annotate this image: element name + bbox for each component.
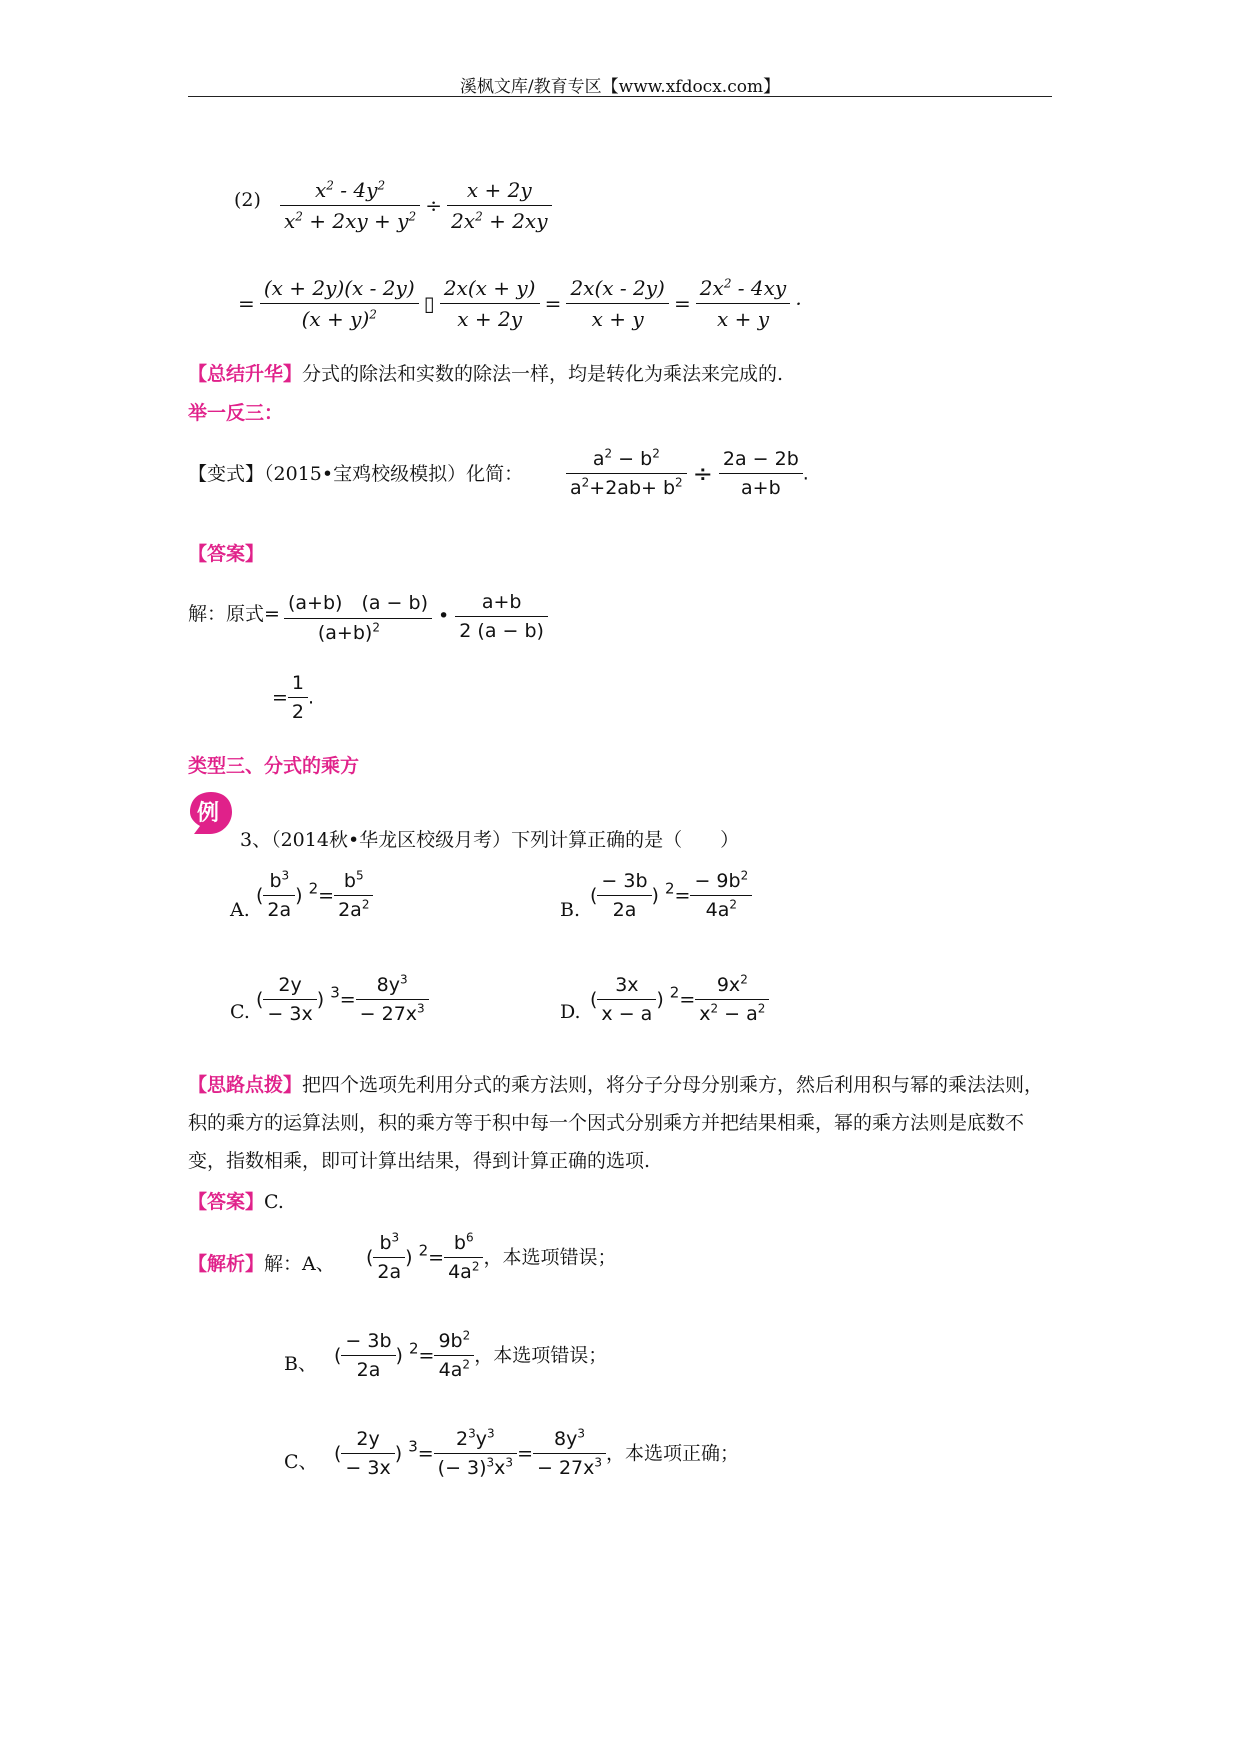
option-b-expression: ( $\frac{- 3b}{2a}$ ) $^2$= $\frac{- 9b^2}{4a^2}$ bbox=[590, 870, 752, 921]
page-header: 溪枫文库/教育专区【www.xfdocx.com】 bbox=[459, 77, 781, 97]
option-d-label: D. bbox=[560, 1001, 581, 1023]
analysis-c-label: C、 bbox=[284, 1451, 318, 1473]
analysis-c-expression: ( $\frac{2y}{- 3x}$ ) $^3$= $\frac{2^3y^3}{(- 3)^3x^3}$ = $\frac{8y^3}{- 27x^3}$ ，本选项正确； bbox=[334, 1426, 740, 1479]
expression-part2-steps: = $\frac{(x + 2y)(x - 2y)}{(x + y)^2}$ ▯ $\frac{2x(x + y)}{x + 2y}$ = $\frac{2x(x - 2y)}{x + y}$ = $\frac{2x^2 - 4xy}{x + y}$ · bbox=[238, 276, 802, 331]
hint-text: 把四个选项先利用分式的乘方法则，将分子分母分别乘方，然后利用积与幂的乘法法则，积的乘方的运算法则，积的乘方等于积中每一个因式分别乘方并把结果相乘，幂的乘方法则是底数不变，指数相乘，即可计算出结果，得到计算正确的选项. bbox=[188, 1074, 1044, 1172]
summary-tag: 【总结升华】 bbox=[188, 363, 303, 385]
section-heading: 类型三、分式的乘方 bbox=[188, 755, 360, 777]
analysis-tag: 【解析】 bbox=[188, 1253, 265, 1275]
hint-paragraph bbox=[188, 1066, 1060, 1180]
variant-expression: $\frac{a^2 - b^2}{a^2+2ab+ b^2}$ ÷ $\frac{2a - 2b}{a+b}$ . bbox=[566, 448, 809, 499]
hint-tag: 【思路点拨】 bbox=[188, 1074, 303, 1096]
variant-text: （2015•宝鸡校级模拟）化简： bbox=[264, 463, 524, 485]
option-a-expression: ( $\frac{b^3}{2a}$ ) $^2$= $\frac{b^5}{2a^2}$ bbox=[256, 870, 373, 921]
solution-result: = $\frac{1}{2}$ . bbox=[272, 672, 315, 723]
answer-tag: 【答案】 bbox=[188, 543, 265, 565]
practice-heading: 举一反三： bbox=[188, 402, 284, 424]
header-divider bbox=[188, 96, 1052, 97]
example-icon: 例 bbox=[188, 790, 234, 836]
answer-3: 【答案】C. bbox=[188, 1191, 284, 1213]
option-c-expression: ( $\frac{2y}{- 3x}$ ) $^3$= $\frac{8y^3}{- 27x^3}$ bbox=[256, 974, 429, 1025]
variant-tag: 【变式】 bbox=[188, 463, 265, 485]
solution-prefix: 解：原式= bbox=[188, 603, 280, 625]
variant-label bbox=[188, 456, 523, 492]
analysis-a-expression: ( $\frac{b^3}{2a}$ ) $^2$= $\frac{b^6}{4a^2}$ ，本选项错误； bbox=[366, 1230, 617, 1283]
fraction-2: $\frac{x + 2y}{2x^2 + 2xy}$ bbox=[447, 178, 551, 233]
expression-part2: $\frac{x^2 - 4y^2}{x^2 + 2xy + y^2}$ ÷ $\frac{x + 2y}{2x^2 + 2xy}$ bbox=[280, 178, 552, 233]
question-3: 3、（2014秋•华龙区校级月考）下列计算正确的是（ ） bbox=[240, 829, 740, 851]
option-b-label: B. bbox=[560, 899, 581, 921]
summary-line bbox=[188, 356, 783, 392]
analysis-lead: 【解析】解：A、 bbox=[188, 1253, 335, 1275]
option-a-label: A. bbox=[230, 899, 250, 921]
part-label: (2) bbox=[234, 189, 261, 211]
option-d-expression: ( $\frac{3x}{x - a}$ ) $^2$= $\frac{9x^2}{x^2 - a^2}$ bbox=[590, 974, 769, 1025]
analysis-b-label: B、 bbox=[284, 1353, 317, 1375]
option-c-label: C. bbox=[230, 1001, 250, 1023]
summary-text: 分式的除法和实数的除法一样，均是转化为乘法来完成的. bbox=[302, 363, 784, 385]
fraction-1: $\frac{x^2 - 4y^2}{x^2 + 2xy + y^2}$ bbox=[280, 178, 420, 233]
analysis-b-expression: ( $\frac{- 3b}{2a}$ ) $^2$= $\frac{9b^2}{4a^2}$ ，本选项错误； bbox=[334, 1328, 608, 1381]
solution-expression: $\frac{(a+b) (a - b)}{(a+b)^2}$ • $\frac{a+b}{2 (a - b)}$ bbox=[284, 588, 548, 644]
